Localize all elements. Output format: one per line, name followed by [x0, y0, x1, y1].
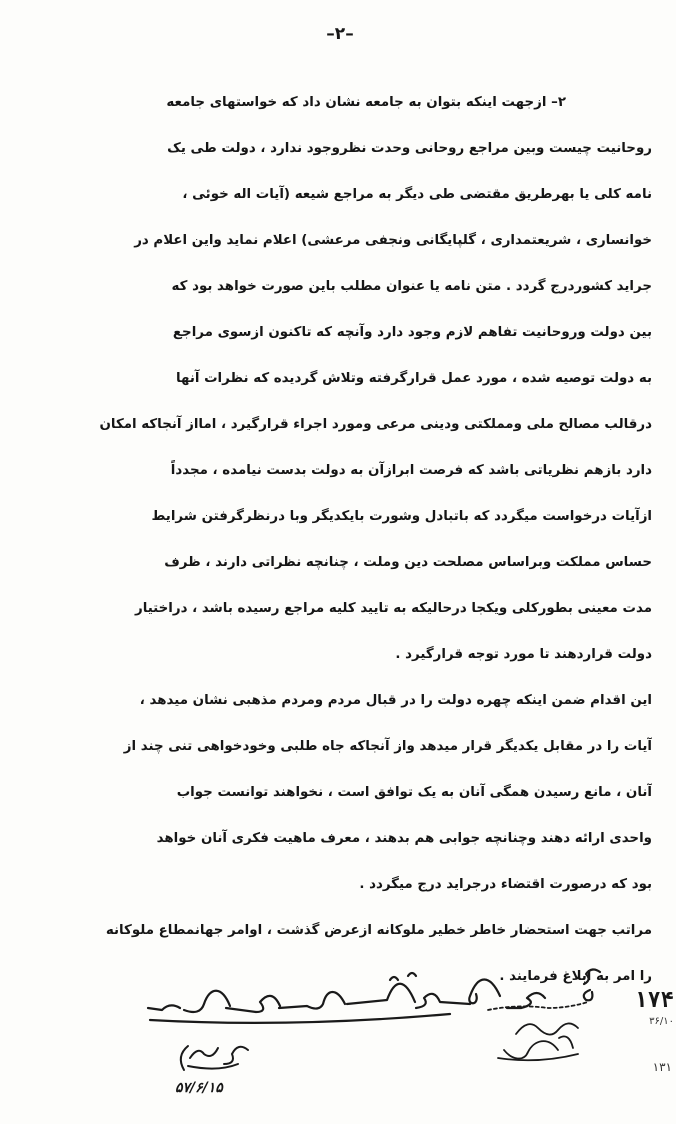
body-line: بین دولت وروحانیت تفاهم لازم وجود دارد وآنچه که تاکنون ازسوی مراجع [172, 325, 652, 340]
body-line: آیات را در مقابل یکدیگر قرار میدهد واز آنجاکه جاه طلبی وخودخواهی تنی چند از [123, 739, 652, 754]
body-line: به دولت توصیه شده ، مورد عمل قرارگرفته وتلاش گردیده که نظرات آنها [175, 371, 652, 386]
stamp-reference: ۳۶/۱۰ [649, 1016, 674, 1027]
body-line: این اقدام ضمن اینکه چهره دولت را در قبال مردم ومردم مذهبی نشان میدهد ، [139, 693, 652, 708]
body-line: ازآیات درخواست میگردد که باتبادل وشورت بایکدیگر وبا درنظرگرفتن شرایط [151, 509, 652, 524]
side-number: ۱۳۱ [652, 1060, 672, 1074]
body-line: دولت قراردهند تا مورد توجه قرارگیرد . [395, 647, 652, 662]
body-line: جراید کشوردرج گردد . متن نامه یا عنوان مطلب باین صورت خواهد بود که [171, 279, 652, 294]
body-line: را امر به ابلاغ فرمایند . [499, 969, 652, 984]
body-line: درقالب مصالح ملی ومملکتی ودینی مرعی ومورد اجراء قرارگیرد ، امااز آنجاکه امکان [99, 417, 652, 432]
body-line: مراتب جهت استحضار خاطر خطیر ملوکانه ازعرض گذشت ، اوامر جهانمطاع ملوکانه [105, 923, 652, 938]
stamp-number: ۱۷۴ [634, 988, 674, 1013]
body-line: واحدی ارائه دهند وچنانچه جوابی هم بدهند ، معرف ماهیت فکری آنان خواهد [156, 831, 652, 846]
signature-area [0, 950, 676, 1124]
body-line: خوانساری ، شریعتمداری ، گلپایگانی ونجفی مرعشی) اعلام نماید واین اعلام در [134, 233, 652, 248]
body-line: حساس مملکت وبراساس مصلحت دین وملت ، چنانچه نظراتی دارند ، ظرف [164, 555, 652, 570]
body-line: ۲– ازجهت اینکه بتوان به جامعه نشان داد که خواستهای جامعه [166, 95, 566, 110]
handwritten-initials [168, 1040, 258, 1080]
body-line: روحانیت چیست وبین مراجع روحانی وحدت نظروجود ندارد ، دولت طی یک [167, 141, 652, 156]
body-line: نامه کلی یا بهرطریق مقتضی طی دیگر به مراجع شیعه (آیات اله خوئی ، [182, 187, 652, 202]
body-line: دارد بازهم نظریاتی باشد که فرصت ابرازآن به دولت بدست نیامده ، مجدداً [170, 463, 652, 478]
handwritten-date: ۵۷/۶/۱۵ [175, 1080, 223, 1096]
body-line: آنان ، مانع رسیدن همگی آنان به یک توافق است ، نخواهند توانست جواب [176, 785, 652, 800]
body-line: مدت معینی بطورکلی ویکجا درحالیکه به تایید کلیه مراجع رسیده باشد ، دراختیار [134, 601, 652, 616]
page-number: –۲– [326, 24, 354, 44]
signature [478, 998, 598, 1078]
document-body [34, 80, 652, 1000]
body-line: بود که درصورت اقتضاء درجراید درج میگردد . [359, 877, 652, 892]
